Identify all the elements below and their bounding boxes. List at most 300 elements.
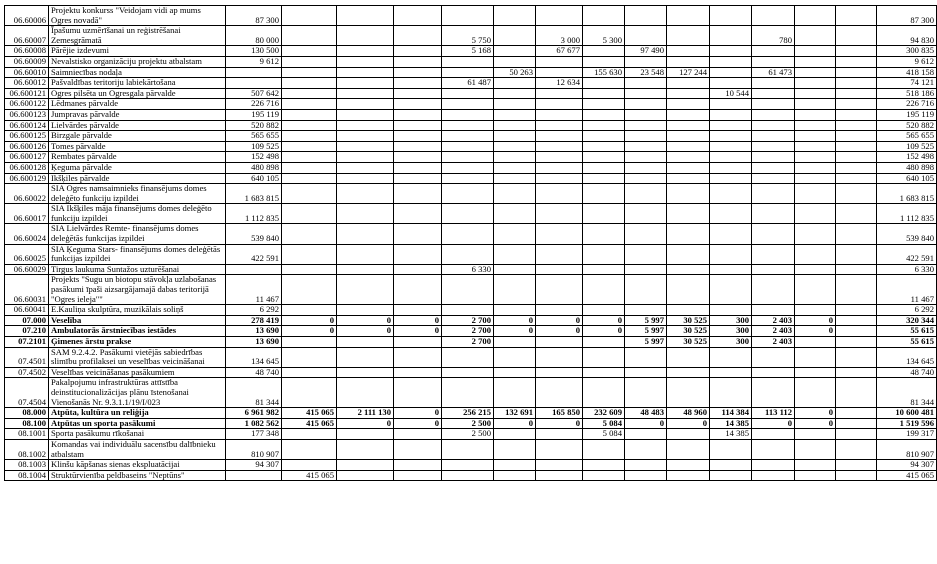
row-value <box>394 6 442 26</box>
row-value: 2 700 <box>442 326 494 337</box>
row-value <box>667 347 710 367</box>
table-row <box>5 152 937 163</box>
row-value <box>667 305 710 316</box>
row-value <box>836 244 877 264</box>
row-value: 0 <box>282 315 337 326</box>
row-value <box>752 46 795 57</box>
row-value: 0 <box>282 326 337 337</box>
row-value: 0 <box>337 315 394 326</box>
row-value <box>667 429 710 440</box>
row-value: 0 <box>394 408 442 419</box>
row-value <box>442 120 494 131</box>
row-value <box>442 152 494 163</box>
row-value: 2 500 <box>442 418 494 429</box>
row-value <box>494 6 536 26</box>
row-value <box>282 204 337 224</box>
row-value <box>752 6 795 26</box>
row-name: Ģimenes ārstu prakse <box>49 337 226 348</box>
row-value <box>394 429 442 440</box>
row-value: 13 690 <box>226 337 282 348</box>
row-value: 256 215 <box>442 408 494 419</box>
row-value <box>583 337 625 348</box>
row-value <box>625 378 667 408</box>
row-name: Pašvaldības teritoriju labiekārtošana <box>49 78 226 89</box>
row-value <box>625 88 667 99</box>
row-name: Pakalpojumu infrastruktūras attīstība deinstitucionalizācijas plānu īstenošanai Vienošanās Nr. 9.3.1.1/19/I/023 <box>49 378 226 408</box>
row-name: SIA Ogres namsaimnieks finansējums domes deleģēto funkciju izpildei <box>49 184 226 204</box>
row-total: 480 898 <box>877 162 937 173</box>
row-code: 06.60017 <box>5 204 49 224</box>
row-value <box>442 184 494 204</box>
row-value <box>337 244 394 264</box>
row-value <box>583 439 625 459</box>
row-value <box>710 184 752 204</box>
row-code: 06.60006 <box>5 6 49 26</box>
row-value: 0 <box>667 418 710 429</box>
row-value <box>836 470 877 481</box>
row-value <box>583 347 625 367</box>
row-name: SAM 9.2.4.2. Pasākumi vietējās sabiedrības slimību profilaksei un veselības veicināšanai <box>49 347 226 367</box>
row-value: 9 612 <box>226 56 282 67</box>
row-value <box>442 378 494 408</box>
row-value <box>836 141 877 152</box>
row-value: 300 <box>710 337 752 348</box>
row-value <box>795 162 836 173</box>
row-total: 320 344 <box>877 315 937 326</box>
row-name: Komandas vai individuālu sacensību dalībnieku atbalstam <box>49 439 226 459</box>
row-name: Atpūta, kultūra un reliģija <box>49 408 226 419</box>
row-value <box>583 120 625 131</box>
row-total: 300 835 <box>877 46 937 57</box>
row-value <box>795 26 836 46</box>
row-value <box>625 78 667 89</box>
row-value <box>282 429 337 440</box>
row-value: 127 244 <box>667 67 710 78</box>
row-value <box>442 6 494 26</box>
row-value <box>226 78 282 89</box>
row-total: 1 112 835 <box>877 204 937 224</box>
row-name: Struktūrvienība peldbaseins "Neptūns" <box>49 470 226 481</box>
row-value <box>710 78 752 89</box>
table-row <box>5 224 937 244</box>
row-value <box>710 244 752 264</box>
row-value <box>337 204 394 224</box>
row-code: 06.600128 <box>5 162 49 173</box>
row-value <box>394 67 442 78</box>
row-value <box>337 152 394 163</box>
row-value <box>795 224 836 244</box>
row-code: 08.1003 <box>5 460 49 471</box>
row-value <box>583 162 625 173</box>
row-code: 08.100 <box>5 418 49 429</box>
row-value <box>795 204 836 224</box>
row-code: 06.60041 <box>5 305 49 316</box>
row-value <box>625 184 667 204</box>
row-value <box>752 439 795 459</box>
row-value <box>667 46 710 57</box>
row-total: 539 840 <box>877 224 937 244</box>
row-value <box>795 264 836 275</box>
row-value <box>442 99 494 110</box>
row-value: 0 <box>337 326 394 337</box>
row-value <box>282 99 337 110</box>
row-name: E.Kauliņa skulptūra, muzikālais soliņš <box>49 305 226 316</box>
table-row <box>5 141 937 152</box>
row-value <box>442 305 494 316</box>
row-value <box>394 347 442 367</box>
row-value <box>282 56 337 67</box>
row-value <box>625 305 667 316</box>
row-value <box>710 131 752 142</box>
row-value <box>337 162 394 173</box>
row-value <box>282 184 337 204</box>
row-value: 61 473 <box>752 67 795 78</box>
row-code: 06.600127 <box>5 152 49 163</box>
row-value <box>836 173 877 184</box>
row-total: 199 317 <box>877 429 937 440</box>
row-value <box>494 305 536 316</box>
row-value <box>337 26 394 46</box>
row-value <box>442 439 494 459</box>
row-total: 134 645 <box>877 347 937 367</box>
row-value: 226 716 <box>226 99 282 110</box>
row-value <box>667 264 710 275</box>
row-value <box>836 6 877 26</box>
row-value: 5 997 <box>625 337 667 348</box>
row-value <box>282 347 337 367</box>
table-row <box>5 67 937 78</box>
row-value <box>494 275 536 305</box>
row-code: 06.60010 <box>5 67 49 78</box>
row-name: Veselības veicināšanas pasākumiem <box>49 367 226 378</box>
row-total: 418 158 <box>877 67 937 78</box>
row-value <box>795 347 836 367</box>
row-value <box>536 67 583 78</box>
row-value <box>836 204 877 224</box>
row-value <box>394 99 442 110</box>
table-row <box>5 26 937 46</box>
row-value <box>836 460 877 471</box>
budget-table <box>4 5 937 481</box>
row-total: 74 121 <box>877 78 937 89</box>
table-row <box>5 162 937 173</box>
row-value <box>836 46 877 57</box>
row-name: Klinšu kāpšanas sienas ekspluatācijai <box>49 460 226 471</box>
row-name: SIA Lielvārdes Remte- finansējums domes deleģētās funkcijas izpildei <box>49 224 226 244</box>
row-value <box>836 26 877 46</box>
row-value <box>583 88 625 99</box>
row-code: 06.60012 <box>5 78 49 89</box>
row-value: 0 <box>494 315 536 326</box>
row-total: 6 292 <box>877 305 937 316</box>
row-value <box>442 56 494 67</box>
table-row <box>5 429 937 440</box>
row-value <box>494 120 536 131</box>
row-value <box>536 378 583 408</box>
row-value <box>752 204 795 224</box>
row-value <box>836 347 877 367</box>
row-value: 422 591 <box>226 244 282 264</box>
row-value: 300 <box>710 315 752 326</box>
row-name: Pārējie izdevumi <box>49 46 226 57</box>
table-row <box>5 378 937 408</box>
row-value <box>667 173 710 184</box>
row-value: 152 498 <box>226 152 282 163</box>
row-value <box>752 275 795 305</box>
row-name: Veselība <box>49 315 226 326</box>
row-code: 06.60007 <box>5 26 49 46</box>
row-value <box>795 337 836 348</box>
row-value <box>494 173 536 184</box>
row-value <box>667 460 710 471</box>
row-value <box>752 99 795 110</box>
row-value: 480 898 <box>226 162 282 173</box>
row-value <box>536 337 583 348</box>
row-value <box>337 429 394 440</box>
row-code: 08.1004 <box>5 470 49 481</box>
row-value <box>667 162 710 173</box>
row-value <box>442 131 494 142</box>
table-row <box>5 46 937 57</box>
row-value <box>536 460 583 471</box>
row-value: 177 348 <box>226 429 282 440</box>
row-value: 6 961 982 <box>226 408 282 419</box>
row-value <box>752 429 795 440</box>
table-row <box>5 56 937 67</box>
row-value: 5 997 <box>625 326 667 337</box>
row-value <box>536 204 583 224</box>
row-value: 2 403 <box>752 315 795 326</box>
row-value <box>667 6 710 26</box>
table-row <box>5 305 937 316</box>
row-value <box>536 162 583 173</box>
row-code: 06.60008 <box>5 46 49 57</box>
row-value: 0 <box>394 315 442 326</box>
row-value <box>536 99 583 110</box>
row-total: 109 525 <box>877 141 937 152</box>
row-value <box>667 131 710 142</box>
row-value: 1 082 562 <box>226 418 282 429</box>
row-value <box>337 305 394 316</box>
row-value <box>337 460 394 471</box>
row-value <box>667 275 710 305</box>
row-value <box>494 141 536 152</box>
row-value: 109 525 <box>226 141 282 152</box>
row-value: 30 525 <box>667 326 710 337</box>
row-value <box>394 275 442 305</box>
row-value <box>752 367 795 378</box>
row-value <box>625 141 667 152</box>
row-value <box>710 347 752 367</box>
row-value <box>625 244 667 264</box>
row-value <box>710 460 752 471</box>
row-value <box>836 378 877 408</box>
row-value: 12 634 <box>536 78 583 89</box>
row-value: 2 403 <box>752 326 795 337</box>
row-value: 113 112 <box>752 408 795 419</box>
row-total: 415 065 <box>877 470 937 481</box>
row-total: 11 467 <box>877 275 937 305</box>
row-value <box>337 56 394 67</box>
row-name: Īpašumu uzmērīšanai un reģistrēšanai Zemesgrāmatā <box>49 26 226 46</box>
table-row <box>5 326 937 337</box>
row-total: 6 330 <box>877 264 937 275</box>
row-value <box>583 78 625 89</box>
row-value <box>536 120 583 131</box>
row-value <box>536 109 583 120</box>
row-value <box>337 439 394 459</box>
row-value <box>282 264 337 275</box>
row-value <box>583 152 625 163</box>
row-value <box>795 439 836 459</box>
row-value <box>752 173 795 184</box>
row-value <box>494 46 536 57</box>
row-value <box>667 56 710 67</box>
row-code: 07.210 <box>5 326 49 337</box>
row-value <box>710 99 752 110</box>
row-value <box>752 78 795 89</box>
row-value <box>795 88 836 99</box>
row-value <box>282 152 337 163</box>
row-value <box>667 78 710 89</box>
row-value: 2 403 <box>752 337 795 348</box>
row-value <box>625 162 667 173</box>
row-value: 48 483 <box>625 408 667 419</box>
table-row <box>5 173 937 184</box>
row-value <box>442 109 494 120</box>
row-value <box>836 418 877 429</box>
row-value: 14 385 <box>710 429 752 440</box>
row-value <box>494 460 536 471</box>
row-value <box>337 224 394 244</box>
row-value <box>795 141 836 152</box>
row-value <box>494 78 536 89</box>
row-value <box>836 429 877 440</box>
row-value <box>583 275 625 305</box>
row-name: Lēdmanes pārvalde <box>49 99 226 110</box>
table-row <box>5 470 937 481</box>
row-value <box>337 141 394 152</box>
row-value: 640 105 <box>226 173 282 184</box>
row-value <box>795 184 836 204</box>
row-value <box>710 6 752 26</box>
row-value <box>494 204 536 224</box>
row-value <box>625 26 667 46</box>
row-value <box>836 99 877 110</box>
row-value <box>752 88 795 99</box>
row-value: 0 <box>752 418 795 429</box>
row-value: 134 645 <box>226 347 282 367</box>
row-name: Ikšķiles pārvalde <box>49 173 226 184</box>
row-value <box>625 429 667 440</box>
row-total: 81 344 <box>877 378 937 408</box>
row-value <box>442 275 494 305</box>
row-value: 61 487 <box>442 78 494 89</box>
row-total: 48 740 <box>877 367 937 378</box>
row-value <box>583 460 625 471</box>
row-value <box>710 120 752 131</box>
row-value: 539 840 <box>226 224 282 244</box>
row-value <box>337 275 394 305</box>
table-row <box>5 204 937 224</box>
row-value: 278 419 <box>226 315 282 326</box>
row-value <box>836 184 877 204</box>
row-value: 2 500 <box>442 429 494 440</box>
row-value <box>282 337 337 348</box>
table-row <box>5 315 937 326</box>
row-value: 94 307 <box>226 460 282 471</box>
row-value <box>337 378 394 408</box>
row-value <box>710 56 752 67</box>
row-value <box>667 470 710 481</box>
row-value <box>583 6 625 26</box>
row-value <box>752 120 795 131</box>
row-value <box>667 109 710 120</box>
row-code: 06.600121 <box>5 88 49 99</box>
row-value <box>836 337 877 348</box>
row-value <box>752 470 795 481</box>
row-value <box>625 224 667 244</box>
table-row <box>5 88 937 99</box>
row-value <box>337 264 394 275</box>
table-row <box>5 275 937 305</box>
row-value: 6 292 <box>226 305 282 316</box>
row-name: Saimniecības nodaļa <box>49 67 226 78</box>
row-value <box>494 244 536 264</box>
row-name: Projekts "Sugu un biotopu stāvokļa uzlabošanas pasākumi īpaši aizsargājamajā dabas teritorijā "Ogres ieleja"" <box>49 275 226 305</box>
row-value <box>394 131 442 142</box>
row-name: Birzgale pārvalde <box>49 131 226 142</box>
row-value <box>752 378 795 408</box>
row-value <box>536 56 583 67</box>
row-value: 0 <box>536 326 583 337</box>
row-value <box>710 470 752 481</box>
row-value: 0 <box>583 326 625 337</box>
row-value: 10 544 <box>710 88 752 99</box>
row-value <box>836 315 877 326</box>
row-value <box>667 99 710 110</box>
row-value <box>583 470 625 481</box>
row-value: 5 084 <box>583 418 625 429</box>
row-value <box>752 109 795 120</box>
row-value <box>337 120 394 131</box>
row-value: 2 111 130 <box>337 408 394 419</box>
row-value <box>583 99 625 110</box>
row-code: 06.600126 <box>5 141 49 152</box>
row-value <box>667 88 710 99</box>
row-value <box>394 224 442 244</box>
row-value <box>494 152 536 163</box>
row-value: 5 084 <box>583 429 625 440</box>
table-row <box>5 184 937 204</box>
row-value <box>536 88 583 99</box>
row-value <box>710 152 752 163</box>
row-value <box>667 367 710 378</box>
row-value <box>536 224 583 244</box>
row-value <box>337 131 394 142</box>
row-value: 23 548 <box>625 67 667 78</box>
row-value <box>710 378 752 408</box>
row-value <box>494 99 536 110</box>
row-value <box>442 224 494 244</box>
row-value <box>442 460 494 471</box>
row-value: 81 344 <box>226 378 282 408</box>
row-value <box>394 305 442 316</box>
row-value <box>282 275 337 305</box>
row-value <box>752 152 795 163</box>
row-value: 5 997 <box>625 315 667 326</box>
row-value <box>583 378 625 408</box>
